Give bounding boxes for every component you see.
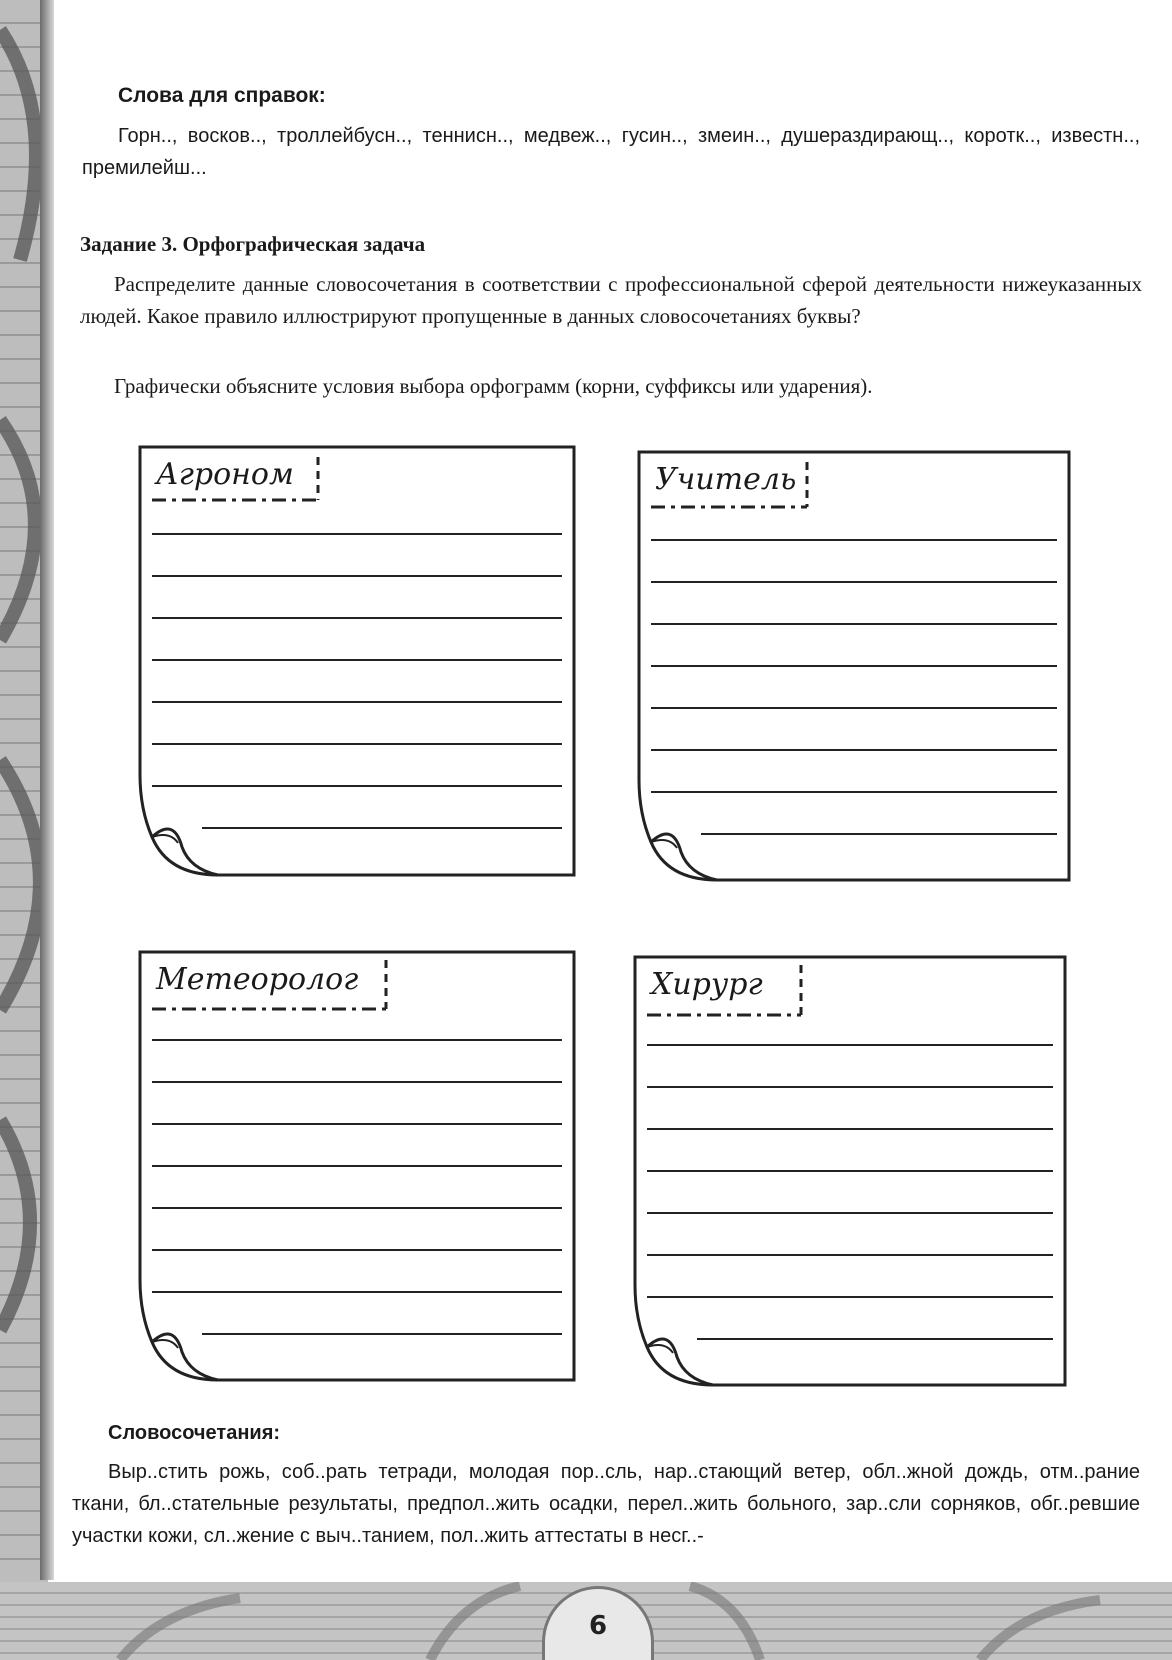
task-graphic-explanation-paragraph: Графически объясните условия выбора орфограмм (корни, суффиксы или ударения). (114, 374, 873, 398)
card-title-surgeon: Хирург (651, 967, 763, 1002)
page-edge-shadow (40, 0, 54, 1580)
task-heading: Задание 3. Орфографическая задача (80, 232, 426, 256)
note-card-outline (138, 950, 576, 1382)
reference-heading: Слова для справок: (118, 84, 326, 107)
note-card-outline (633, 955, 1067, 1387)
card-teacher (637, 450, 1071, 882)
card-meteorologist (138, 950, 576, 1382)
page-number: 6 (588, 1611, 608, 1641)
card-title-agronomist: Агроном (156, 457, 294, 492)
card-title-meteorologist: Метеоролог (156, 962, 359, 997)
word-combinations-text: Выр..стить рожь, соб..рать тетради, молодая пор..сль, нар..стающий ветер, обл..жной дождь, отм..рание ткани, бл..стательные результаты, предпол..жить осадки, перел..жить больного, зар..сли сорняков, обг..ревшие участки кожи, сл..жение с выч..танием, пол..жить аттестаты в несг..- (72, 1461, 1140, 1547)
card-title-teacher: Учитель (655, 462, 797, 497)
word-combinations-heading: Словосочетания: (108, 1422, 281, 1444)
card-surgeon (633, 955, 1067, 1387)
card-agronomist (138, 445, 576, 877)
task-instructions-paragraph: Распределите данные словосочетания в соответствии с профессиональной сферой деятельности нижеуказанных людей. Какое правило иллюстрируют пропущенные в данных словосочетаниях буквы? (80, 272, 1142, 328)
note-card-outline (138, 445, 576, 877)
note-card-outline (637, 450, 1071, 882)
reference-words-text: Горн.., восков.., троллейбусн.., теннисн.., медвеж.., гусин.., змеин.., душераздирающ.., коротк.., известн.., премилейш... (82, 125, 1140, 179)
